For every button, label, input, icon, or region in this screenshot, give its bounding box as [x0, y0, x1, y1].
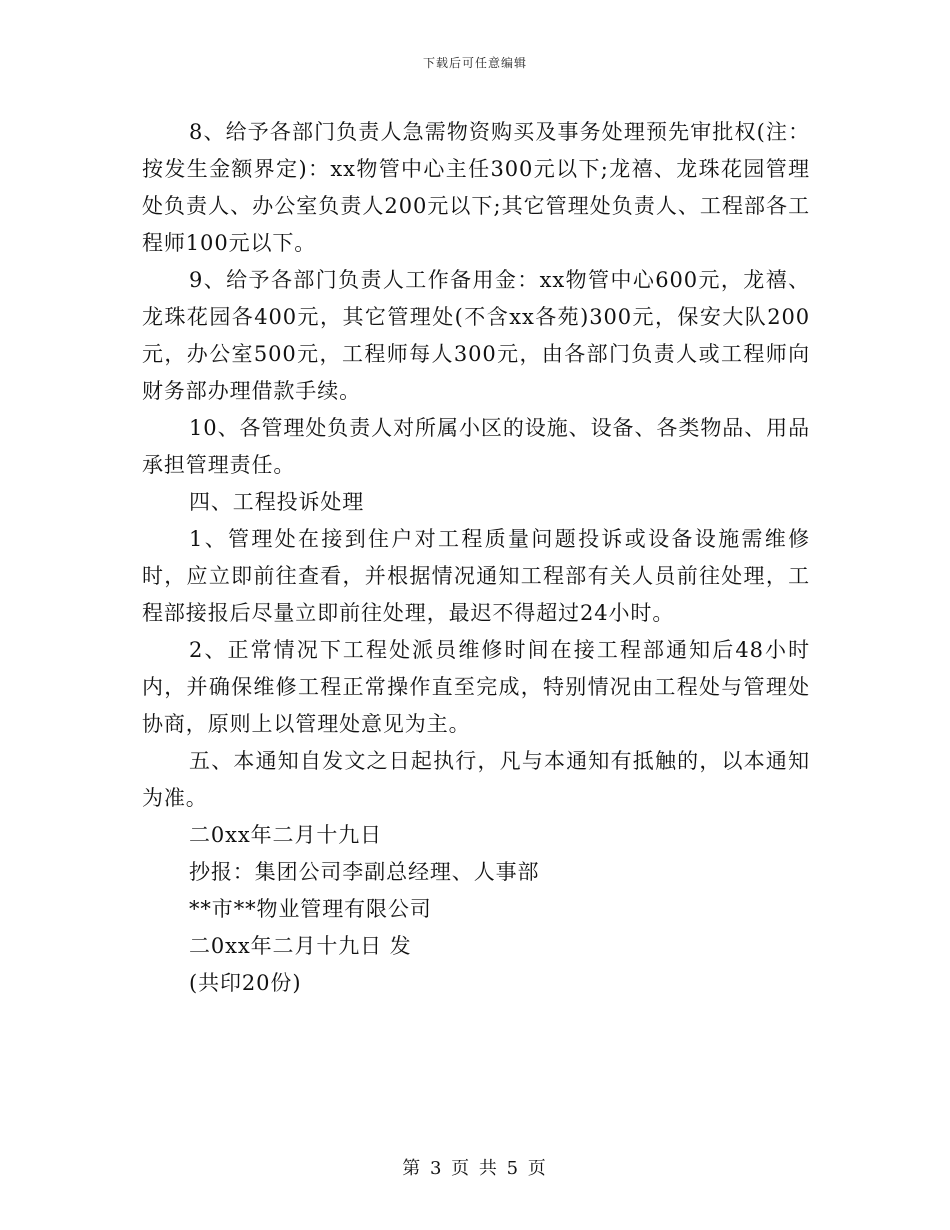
- paragraph-4-2: 2、正常情况下工程处派员维修时间在接工程部通知后48小时内，并确保维修工程正常操作直至完成，特别情况由工程处与管理处协商，原则上以管理处意见为主。: [142, 638, 810, 736]
- issue-date: 二0xx年二月十九日: [189, 823, 383, 847]
- document-body: [142, 114, 810, 1002]
- page-number: 第 3 页 共 5 页: [402, 1158, 548, 1179]
- section-5: 五、本通知自发文之日起执行，凡与本通知有抵触的，以本通知为准。: [142, 749, 810, 810]
- section-heading-4: 四、工程投诉处理: [189, 490, 365, 514]
- paragraph-10: 10、各管理处负责人对所属小区的设施、设备、各类物品、用品承担管理责任。: [142, 416, 810, 477]
- header-note: 下载后可任意编辑: [422, 56, 527, 70]
- issuer-company: **市**物业管理有限公司: [189, 897, 432, 921]
- print-count: (共印20份): [189, 971, 302, 995]
- cc-line: 抄报：集团公司李副总经理、人事部: [189, 860, 540, 884]
- paragraph-9: 9、给予各部门负责人工作备用金：xx物管中心600元，龙禧、龙珠花园各400元，其它管理处(不含xx各苑)300元，保安大队200元，办公室500元，工程师每人300元，由各部门负责人或工程师向财务部办理借款手续。: [142, 268, 810, 403]
- issued-date: 二0xx年二月十九日 发: [189, 934, 412, 958]
- paragraph-8: 8、给予各部门负责人急需物资购买及事务处理预先审批权(注：按发生金额界定)：xx物管中心主任300元以下;龙禧、龙珠花园管理处负责人、办公室负责人200元以下;其它管理处负责人、工程部各工程师100元以下。: [142, 120, 810, 255]
- paragraph-4-1: 1、管理处在接到住户对工程质量问题投诉或设备设施需维修时，应立即前往查看，并根据情况通知工程部有关人员前往处理，工程部接报后尽量立即前往处理，最迟不得超过24小时。: [142, 527, 810, 625]
